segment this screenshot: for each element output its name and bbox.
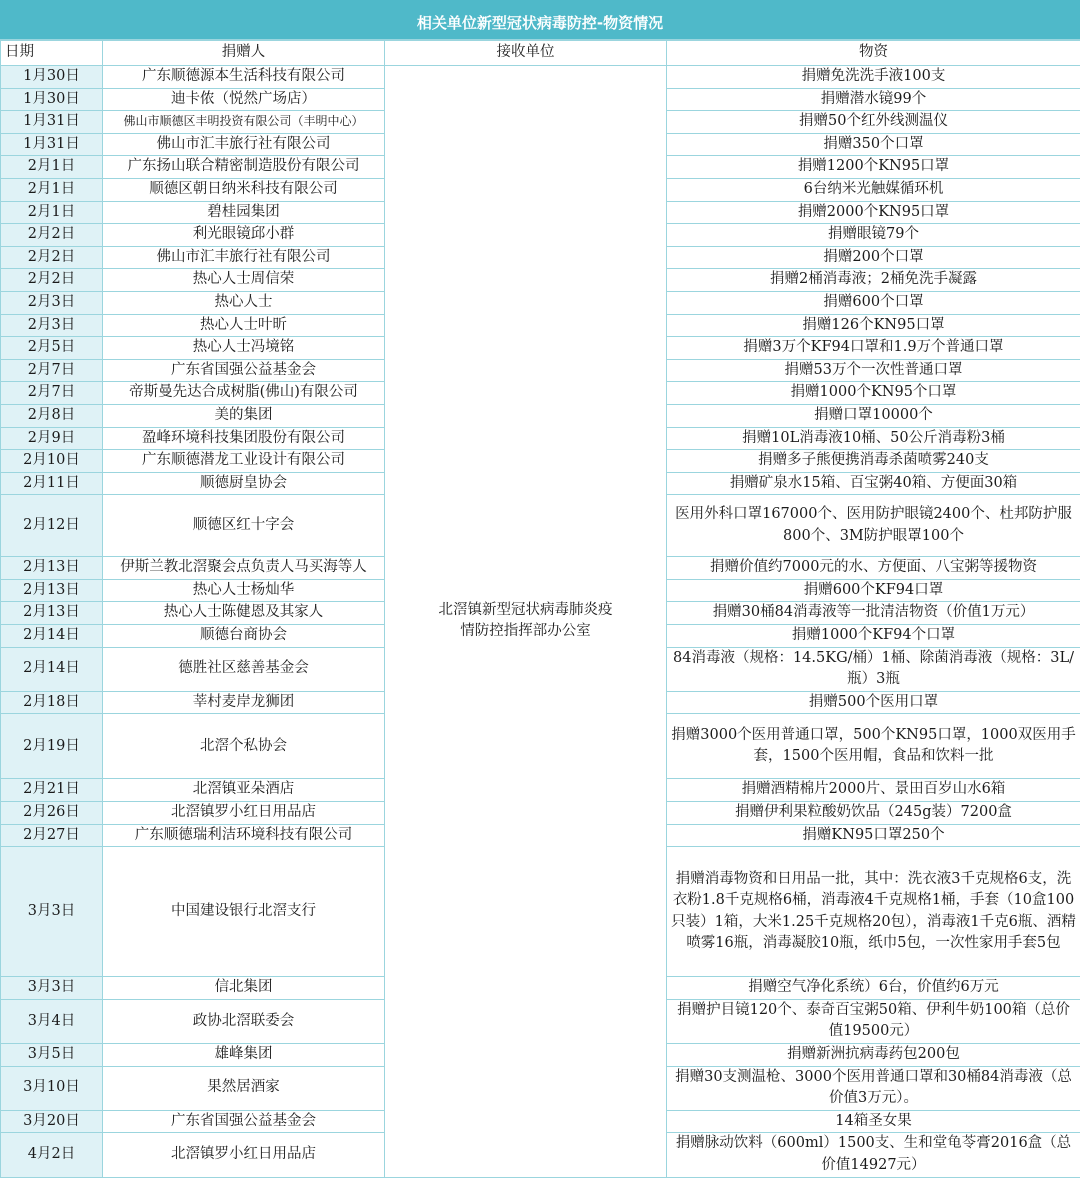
cell-items: 捐赠新洲抗病毒药包200包 — [667, 1044, 1080, 1067]
cell-donor: 广东顺德源本生活科技有限公司 — [103, 66, 385, 89]
cell-donor: 北滘镇亚朵酒店 — [103, 779, 385, 802]
cell-items: 捐赠空气净化系统）6台，价值约6万元 — [667, 977, 1080, 1000]
cell-donor: 佛山市顺德区丰明投资有限公司（丰明中心） — [103, 111, 385, 134]
cell-date: 2月26日 — [1, 802, 103, 825]
cell-date: 2月13日 — [1, 557, 103, 580]
cell-donor: 热心人士杨灿华 — [103, 579, 385, 602]
cell-date: 2月13日 — [1, 602, 103, 625]
cell-date: 4月2日 — [1, 1133, 103, 1177]
cell-donor: 广东顺德潜龙工业设计有限公司 — [103, 450, 385, 473]
cell-items: 捐赠1200个KN95口罩 — [667, 156, 1080, 179]
cell-date: 2月2日 — [1, 269, 103, 292]
cell-items: 捐赠50个红外线测温仪 — [667, 111, 1080, 134]
cell-donor: 中国建设银行北滘支行 — [103, 847, 385, 977]
cell-donor: 北滘镇罗小红日用品店 — [103, 802, 385, 825]
cell-donor: 佛山市汇丰旅行社有限公司 — [103, 133, 385, 156]
cell-items: 14箱圣女果 — [667, 1110, 1080, 1133]
header-recipient: 接收单位 — [385, 41, 667, 66]
cell-date: 1月31日 — [1, 111, 103, 134]
cell-donor: 佛山市汇丰旅行社有限公司 — [103, 246, 385, 269]
cell-date: 2月18日 — [1, 691, 103, 714]
cell-date: 1月30日 — [1, 66, 103, 89]
cell-items: 捐赠10L消毒液10桶、50公斤消毒粉3桶 — [667, 427, 1080, 450]
cell-donor: 顺德区红十字会 — [103, 495, 385, 557]
cell-donor: 果然居酒家 — [103, 1066, 385, 1110]
cell-donor: 迪卡侬（悦然广场店） — [103, 88, 385, 111]
cell-donor: 利光眼镜邱小群 — [103, 224, 385, 247]
cell-donor: 帝斯曼先达合成树脂(佛山)有限公司 — [103, 382, 385, 405]
cell-donor: 广东省国强公益基金会 — [103, 359, 385, 382]
cell-recipient: 北滘镇新型冠状病毒肺炎疫情防控指挥部办公室 — [385, 66, 667, 1178]
cell-items: 捐赠30支测温枪、3000个医用普通口罩和30桶84消毒液（总价值3万元）。 — [667, 1066, 1080, 1110]
cell-items: 捐赠伊利果粒酸奶饮品（245g装）7200盒 — [667, 802, 1080, 825]
cell-date: 3月4日 — [1, 999, 103, 1043]
cell-date: 1月30日 — [1, 88, 103, 111]
cell-items: 捐赠多子熊便携消毒杀菌喷雾240支 — [667, 450, 1080, 473]
cell-date: 2月9日 — [1, 427, 103, 450]
cell-donor: 热心人士冯境铭 — [103, 337, 385, 360]
table-row — [1, 66, 1080, 89]
cell-donor: 美的集团 — [103, 404, 385, 427]
cell-items: 捐赠潜水镜99个 — [667, 88, 1080, 111]
cell-date: 3月5日 — [1, 1044, 103, 1067]
cell-items: 捐赠3000个医用普通口罩，500个KN95口罩，1000双医用手套，1500个医用帽，食品和饮料一批 — [667, 714, 1080, 779]
cell-date: 2月14日 — [1, 625, 103, 648]
cell-date: 2月12日 — [1, 495, 103, 557]
cell-date: 3月3日 — [1, 977, 103, 1000]
cell-date: 2月10日 — [1, 450, 103, 473]
cell-donor: 北滘镇罗小红日用品店 — [103, 1133, 385, 1177]
cell-date: 2月1日 — [1, 156, 103, 179]
cell-items: 捐赠矿泉水15箱、百宝粥40箱、方便面30箱 — [667, 472, 1080, 495]
cell-items: 6台纳米光触媒循环机 — [667, 178, 1080, 201]
cell-date: 2月8日 — [1, 404, 103, 427]
cell-items: 捐赠酒精棉片2000片、景田百岁山水6箱 — [667, 779, 1080, 802]
header-row — [1, 41, 1080, 66]
sheet-title: 相关单位新型冠状病毒防控-物资情况 — [0, 0, 1080, 40]
cell-date: 2月11日 — [1, 472, 103, 495]
cell-items: 医用外科口罩167000个、医用防护眼镜2400个、杜邦防护服800个、3M防护眼罩100个 — [667, 495, 1080, 557]
cell-items: 捐赠KN95口罩250个 — [667, 824, 1080, 847]
cell-donor: 广东扬山联合精密制造股份有限公司 — [103, 156, 385, 179]
cell-donor: 热心人士 — [103, 291, 385, 314]
cell-donor: 顺德区朝日纳米科技有限公司 — [103, 178, 385, 201]
cell-donor: 顺德厨皇协会 — [103, 472, 385, 495]
cell-items: 84消毒液（规格：14.5KG/桶）1桶、除菌消毒液（规格：3L/瓶）3瓶 — [667, 647, 1080, 691]
cell-items: 捐赠200个口罩 — [667, 246, 1080, 269]
cell-date: 2月7日 — [1, 382, 103, 405]
cell-donor: 碧桂园集团 — [103, 201, 385, 224]
cell-donor: 伊斯兰教北滘聚会点负责人马买海等人 — [103, 557, 385, 580]
header-donor: 捐赠人 — [103, 41, 385, 66]
cell-date: 3月10日 — [1, 1066, 103, 1110]
cell-date: 2月7日 — [1, 359, 103, 382]
cell-date: 3月20日 — [1, 1110, 103, 1133]
cell-donor: 莘村麦岸龙狮团 — [103, 691, 385, 714]
cell-items: 捐赠脉动饮料（600ml）1500支、生和堂龟苓膏2016盒（总价值14927元） — [667, 1133, 1080, 1177]
cell-items: 捐赠1000个KF94个口罩 — [667, 625, 1080, 648]
cell-items: 捐赠500个医用口罩 — [667, 691, 1080, 714]
cell-date: 2月3日 — [1, 314, 103, 337]
cell-items: 捐赠126个KN95口罩 — [667, 314, 1080, 337]
cell-items: 捐赠1000个KN95个口罩 — [667, 382, 1080, 405]
cell-date: 2月1日 — [1, 201, 103, 224]
cell-donor: 政协北滘联委会 — [103, 999, 385, 1043]
cell-date: 2月19日 — [1, 714, 103, 779]
cell-donor: 热心人士叶昕 — [103, 314, 385, 337]
cell-date: 2月2日 — [1, 224, 103, 247]
cell-items: 捐赠2000个KN95口罩 — [667, 201, 1080, 224]
cell-items: 捐赠350个口罩 — [667, 133, 1080, 156]
cell-donor: 顺德台商协会 — [103, 625, 385, 648]
cell-donor: 北滘个私协会 — [103, 714, 385, 779]
cell-items: 捐赠600个KF94口罩 — [667, 579, 1080, 602]
cell-donor: 信北集团 — [103, 977, 385, 1000]
cell-date: 3月3日 — [1, 847, 103, 977]
cell-items: 捐赠3万个KF94口罩和1.9万个普通口罩 — [667, 337, 1080, 360]
cell-date: 2月1日 — [1, 178, 103, 201]
cell-donor: 广东顺德瑞利洁环境科技有限公司 — [103, 824, 385, 847]
cell-date: 2月14日 — [1, 647, 103, 691]
cell-items: 捐赠53万个一次性普通口罩 — [667, 359, 1080, 382]
cell-donor: 德胜社区慈善基金会 — [103, 647, 385, 691]
header-date: 日期 — [1, 41, 103, 66]
cell-date: 2月27日 — [1, 824, 103, 847]
cell-items: 捐赠护目镜120个、泰奇百宝粥50箱、伊利牛奶100箱（总价值19500元） — [667, 999, 1080, 1043]
cell-items: 捐赠免洗洗手液100支 — [667, 66, 1080, 89]
cell-donor: 雄峰集团 — [103, 1044, 385, 1067]
cell-date: 2月13日 — [1, 579, 103, 602]
cell-donor: 广东省国强公益基金会 — [103, 1110, 385, 1133]
cell-donor: 热心人士陈健恩及其家人 — [103, 602, 385, 625]
cell-items: 捐赠消毒物资和日用品一批，其中：洗衣液3千克规格6支，洗衣粉1.8千克规格6桶，消毒液4千克规格1桶，手套（10盒100只装）1箱，大米1.25千克规格20包），消毒液1千克6瓶、酒精喷雾16瓶，消毒凝胶10瓶，纸巾5包，一次性家用手套5包 — [667, 847, 1080, 977]
cell-items: 捐赠600个口罩 — [667, 291, 1080, 314]
cell-items: 捐赠口罩10000个 — [667, 404, 1080, 427]
header-items: 物资 — [667, 41, 1080, 66]
cell-donor: 盈峰环境科技集团股份有限公司 — [103, 427, 385, 450]
cell-date: 2月21日 — [1, 779, 103, 802]
cell-date: 1月31日 — [1, 133, 103, 156]
cell-date: 2月2日 — [1, 246, 103, 269]
cell-date: 2月5日 — [1, 337, 103, 360]
cell-donor: 热心人士周信荣 — [103, 269, 385, 292]
cell-items: 捐赠30桶84消毒液等一批清洁物资（价值1万元） — [667, 602, 1080, 625]
donation-table — [0, 40, 1080, 1178]
cell-items: 捐赠价值约7000元的水、方便面、八宝粥等援物资 — [667, 557, 1080, 580]
cell-items: 捐赠2桶消毒液；2桶免洗手凝露 — [667, 269, 1080, 292]
cell-items: 捐赠眼镜79个 — [667, 224, 1080, 247]
cell-date: 2月3日 — [1, 291, 103, 314]
